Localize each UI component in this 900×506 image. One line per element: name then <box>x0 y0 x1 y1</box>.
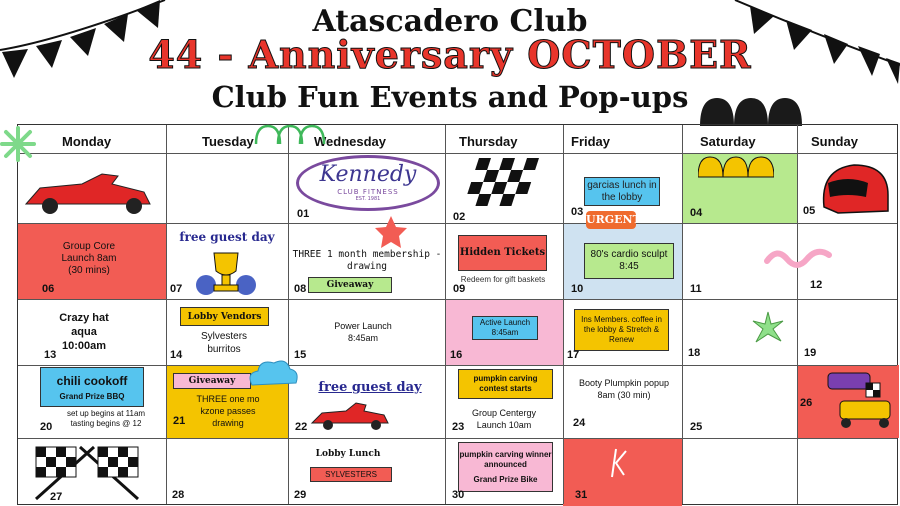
squiggle-icon <box>763 245 833 273</box>
race-car-icon-2 <box>310 401 390 431</box>
cardio-text: 80's cardio sculpt 8:45 <box>590 249 668 272</box>
green-burst-icon <box>0 126 36 162</box>
chili-cookoff-text: chili cookoff <box>56 373 128 388</box>
title-club-name: Atascadero Club <box>312 4 588 39</box>
date-14: 14 <box>170 349 183 361</box>
star-icon <box>374 215 408 249</box>
date-26: 26 <box>800 397 813 409</box>
membership-drawing-text: THREE 1 month membership - drawing <box>292 249 442 272</box>
kennedy-k-icon <box>608 447 632 479</box>
green-arches-icon <box>254 122 326 146</box>
scallop-decoration <box>700 96 805 126</box>
sylvesters-burritos-text: Sylvesters burritos <box>200 331 248 355</box>
urgent-badge <box>586 211 641 229</box>
sparkle-star-icon <box>751 311 785 345</box>
kennedy-logo-sub: CLUB FITNESS <box>337 188 399 196</box>
free-guest-day-text: free guest day <box>179 230 275 244</box>
crazy-hat-text: Crazy hat aqua 10:00am <box>59 312 109 352</box>
giveaway-badge-08 <box>308 277 392 293</box>
giveaway-badge-21 <box>173 373 251 389</box>
kennedy-logo-text: Kennedy <box>319 162 417 187</box>
hidden-tickets-text: Hidden Tickets <box>459 247 546 258</box>
day-header-monday: Monday <box>62 134 112 149</box>
active-launch-text: Active Launch 8:45am <box>479 318 531 337</box>
booty-plumpkin-text: Booty Plumpkin popup 8am (30 min) <box>578 378 670 400</box>
garcias-lunch-box <box>584 177 660 206</box>
day-header-sunday: Sunday <box>811 134 858 149</box>
lobby-vendors-box <box>180 307 269 326</box>
date-29: 29 <box>294 489 307 501</box>
date-24: 24 <box>573 417 586 429</box>
day-header-tuesday: Tuesday <box>202 134 254 149</box>
date-21: 21 <box>173 415 186 427</box>
hidden-tickets-box <box>458 235 547 271</box>
pumpkin-winner-box <box>458 442 553 492</box>
date-22: 22 <box>295 421 308 433</box>
chili-cookoff-box <box>40 367 144 407</box>
date-08: 08 <box>294 283 307 295</box>
power-launch-text: Power Launch 8:45am <box>334 321 392 343</box>
kennedy-logo-est: EST. 1981 <box>355 196 381 202</box>
date-23: 23 <box>452 421 465 433</box>
cloud-icon <box>246 357 300 391</box>
redeem-text: Redeem for gift baskets <box>460 275 546 284</box>
sylvesters-text: SYLVESTERS <box>325 470 377 479</box>
date-18: 18 <box>688 347 701 359</box>
title-anniversary: 44 - Anniversary OCTOBER <box>148 32 752 77</box>
ins-members-box <box>574 309 669 351</box>
kzone-text: THREE one mo kzone passes drawing <box>196 394 260 428</box>
date-05: 05 <box>803 205 816 217</box>
pumpkin-winner-text: pumpkin carving winner announced <box>459 449 552 469</box>
trophy-icon <box>192 247 260 297</box>
date-09: 09 <box>453 283 466 295</box>
active-launch-box <box>472 316 538 340</box>
date-31: 31 <box>575 489 588 501</box>
yellow-scallop-icon <box>698 155 774 179</box>
setup-text: set up begins at 11am tasting begins @ 12 <box>66 409 146 428</box>
pumpkin-contest-box <box>458 369 553 399</box>
date-30: 30 <box>452 489 465 501</box>
date-07: 07 <box>170 283 183 295</box>
lobby-vendors-text: Lobby Vendors <box>187 311 262 322</box>
free-guest-day-text-2: free guest day <box>318 380 422 395</box>
ins-members-text: Ins Members. coffee in the lobby & Stretch & Renew <box>581 315 662 344</box>
date-15: 15 <box>294 349 307 361</box>
giveaway-text-08: Giveaway <box>326 280 374 290</box>
giveaway-text-21: Giveaway <box>188 376 236 386</box>
day-header-wednesday: Wednesday <box>314 134 387 149</box>
lobby-lunch-text: Lobby Lunch <box>315 449 381 459</box>
group-centergy-text: Group Centergy Launch 10am <box>471 408 537 430</box>
date-25: 25 <box>690 421 703 433</box>
sylvesters-box <box>310 467 392 482</box>
calendar-grid <box>17 124 898 505</box>
day-header-thursday: Thursday <box>459 134 518 149</box>
date-17: 17 <box>567 349 580 361</box>
crossed-flags-icon <box>22 441 152 501</box>
grand-prize-bbq-text: Grand Prize BBQ <box>59 391 125 401</box>
date-20: 20 <box>40 421 53 433</box>
garcias-lunch-text: garcias lunch in the lobby <box>587 179 657 203</box>
date-16: 16 <box>450 349 463 361</box>
cardio-box <box>584 243 674 279</box>
date-02: 02 <box>453 211 466 223</box>
date-06: 06 <box>42 283 55 295</box>
group-core-text: Group Core Launch 8am (30 mins) <box>61 241 117 276</box>
day-header-friday: Friday <box>571 134 611 149</box>
day-header-saturday: Saturday <box>700 134 756 149</box>
date-12: 12 <box>810 279 823 291</box>
race-car-icon <box>22 170 154 216</box>
race-cars-icon <box>818 367 898 435</box>
date-10: 10 <box>571 283 584 295</box>
grand-prize-bike-text: Grand Prize Bike <box>473 474 538 484</box>
date-11: 11 <box>690 283 702 295</box>
date-01: 01 <box>297 208 310 220</box>
date-19: 19 <box>804 347 817 359</box>
date-28: 28 <box>172 489 185 501</box>
date-03: 03 <box>571 206 584 218</box>
date-04: 04 <box>690 207 703 219</box>
kennedy-logo <box>296 155 440 211</box>
date-27: 27 <box>50 491 63 503</box>
pumpkin-contest-text: pumpkin carving contest starts <box>473 374 538 393</box>
title-subtitle: Club Fun Events and Pop-ups <box>211 80 689 114</box>
urgent-text: URGENT <box>586 213 641 226</box>
date-13: 13 <box>44 349 57 361</box>
checkered-flag-icon <box>465 158 543 214</box>
racing-helmet-icon <box>818 161 892 219</box>
